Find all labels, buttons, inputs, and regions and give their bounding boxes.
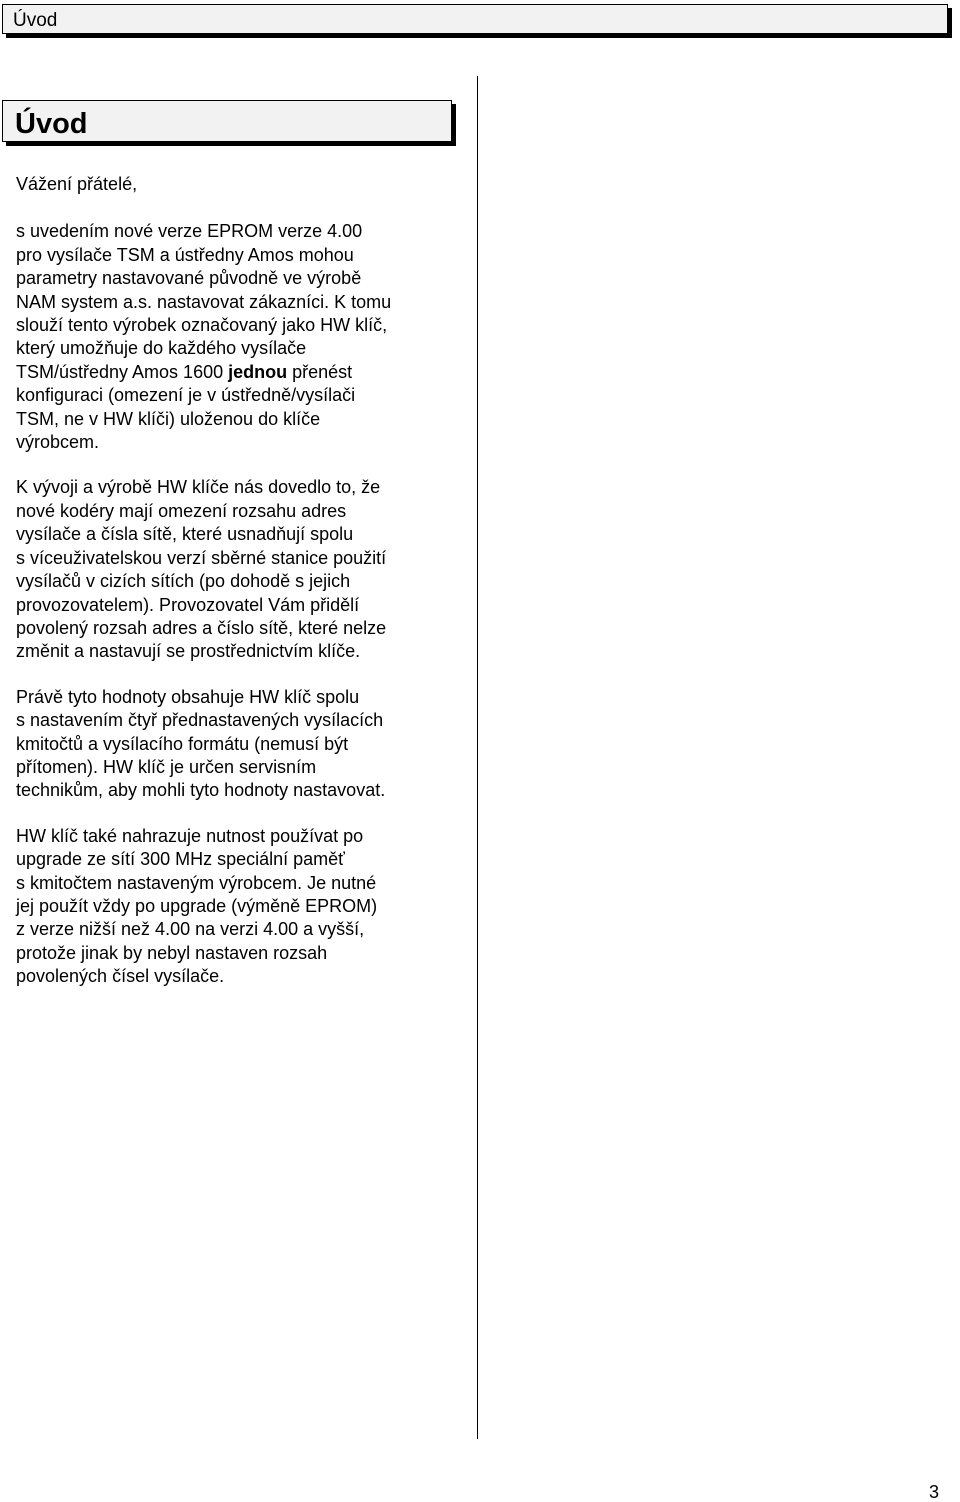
page-number: 3 xyxy=(929,1482,940,1502)
paragraph-key-contents: Právě tyto hodnoty obsahuje HW klíč spolu s nastavením čtyř přednastavených vysílacích kmitočtů a vysílacího formátu (nemusí být přítomen). HW klíč je určen servisním technikům, aby mohli tyto hodnoty nastavovat. xyxy=(16,686,386,801)
paragraph-intro-emphasis: jednou xyxy=(228,361,288,382)
paragraph-upgrade: HW klíč také nahrazuje nutnost používat po upgrade ze sítí 300 MHz speciální paměť s kmitočtem nastaveným výrobcem. Je nutné jej použít vždy po upgrade (výměně EPROM) z verze nižší než 4.00 na verzi 4.00 a vyšší, protože jinak by nebyl nastaven rozsah povolených čísel vysílače. xyxy=(16,825,378,987)
main-text-column xyxy=(16,173,456,1011)
paragraph-intro xyxy=(16,220,456,454)
paragraph-development: K vývoji a výrobě HW klíče nás dovedlo to, že nové kodéry mají omezení rozsahu adres vysílače a čísla sítě, které usnadňují spolu s víceuživatelskou verzí sběrné stanice použití vysílačů v cizích sítích (po dohodě s jejich provozovatelem). Provozovatel Vám přidělí povolený rozsah adres a číslo sítě, které nelze změnit a nastavují se prostřednictvím klíče. xyxy=(16,477,387,662)
column-divider xyxy=(477,76,478,1439)
paragraph-intro-part2: přenést konfiguraci (omezení je v ústředně/vysílači TSM, ne v HW klíči) uloženou do klíče výrobcem. xyxy=(16,361,356,453)
paragraph-intro-part1: s uvedením nové verze EPROM verze 4.00 pro vysílače TSM a ústředny Amos mohou parametry nastavované původně ve výrobě NAM system a.s. nastavovat zákazníci. K tomu slouží tento výrobek označovaný jako HW klíč, který umožňuje do každého vysílače TSM/ústředny Amos 1600 xyxy=(16,221,392,382)
running-header-title: Úvod xyxy=(13,10,58,31)
section-title: Úvod xyxy=(15,108,88,140)
section-title-box xyxy=(2,100,452,142)
running-header xyxy=(2,4,948,34)
greeting: Vážení přátelé, xyxy=(16,174,138,194)
